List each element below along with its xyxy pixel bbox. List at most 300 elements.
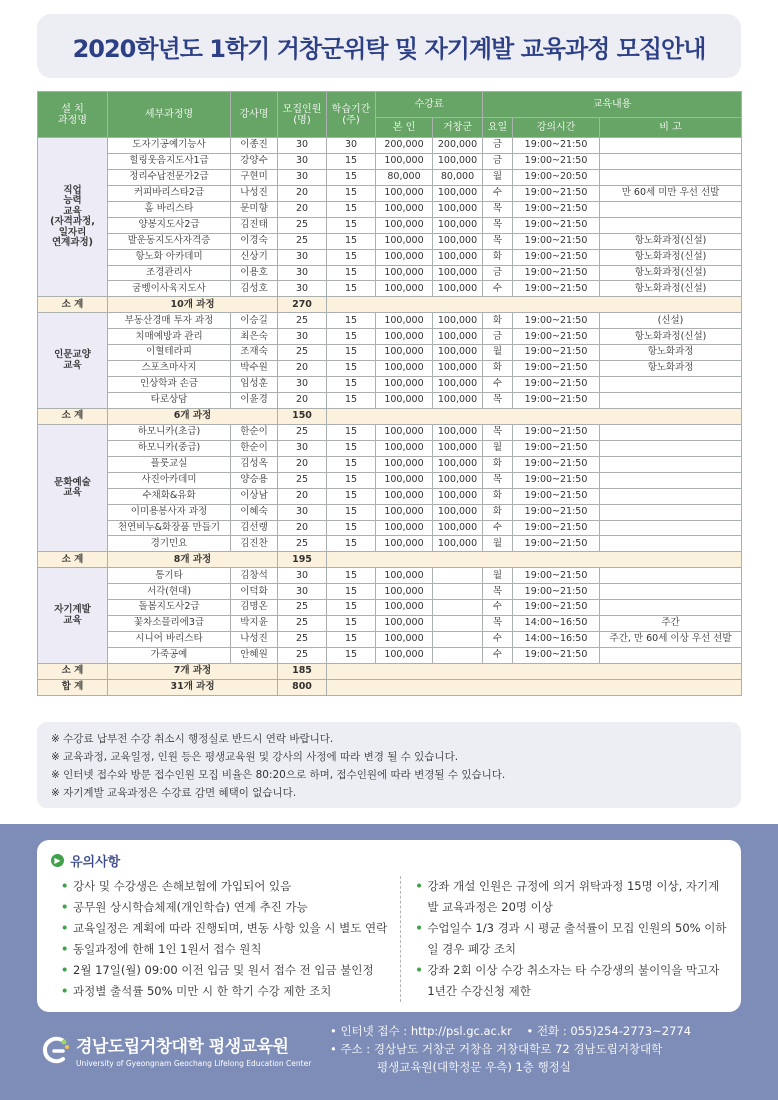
day-cell: 수 [483, 281, 513, 297]
fee-county-cell: 100,000 [433, 472, 483, 488]
instructor-cell: 이윤경 [231, 393, 278, 409]
time-cell: 19:00~21:50 [513, 377, 600, 393]
capacity-cell: 30 [278, 329, 327, 345]
note-cell: 주간 [600, 616, 742, 632]
table-row [38, 249, 742, 265]
fee-self-cell: 100,000 [376, 648, 433, 664]
course-name-cell: 하모니카(중급) [108, 440, 231, 456]
note-cell: 항노화과정 [600, 361, 742, 377]
time-cell: 19:00~21:50 [513, 313, 600, 329]
day-cell: 수 [483, 520, 513, 536]
day-cell: 화 [483, 361, 513, 377]
fee-county-cell [433, 584, 483, 600]
note-item: ※ 교육과정, 교육일정, 인원 등은 평생교육원 및 강사의 사정에 따라 변경 될 수 있습니다. [51, 751, 459, 763]
weeks-cell: 15 [327, 536, 376, 552]
course-name-cell: 하모니카(초급) [108, 424, 231, 440]
capacity-cell: 30 [278, 169, 327, 185]
fee-county-cell: 100,000 [433, 185, 483, 201]
note-cell: 항노화과정(신설) [600, 329, 742, 345]
fee-county-cell: 100,000 [433, 488, 483, 504]
caution-box [37, 840, 741, 1012]
instructor-cell: 김선랭 [231, 520, 278, 536]
header-capacity: 모집인원 (명) [278, 92, 327, 138]
time-cell: 19:00~21:50 [513, 153, 600, 169]
capacity-cell: 25 [278, 233, 327, 249]
note-cell [600, 217, 742, 233]
title-banner [37, 14, 741, 78]
day-cell: 화 [483, 504, 513, 520]
capacity-cell: 20 [278, 520, 327, 536]
fee-self-cell: 100,000 [376, 393, 433, 409]
table-row [38, 536, 742, 552]
time-cell: 19:00~21:50 [513, 249, 600, 265]
fee-self-cell: 100,000 [376, 424, 433, 440]
capacity-cell: 25 [278, 600, 327, 616]
table-row [38, 185, 742, 201]
summary-courses-cell: 8개 과정 [108, 552, 278, 568]
note-cell: 항노화과정(신설) [600, 281, 742, 297]
weeks-cell: 15 [327, 281, 376, 297]
capacity-cell: 25 [278, 313, 327, 329]
time-cell: 19:00~21:50 [513, 265, 600, 281]
time-cell: 19:00~21:50 [513, 185, 600, 201]
instructor-cell: 이경숙 [231, 233, 278, 249]
summary-capacity-cell: 195 [278, 552, 327, 568]
fee-county-cell: 200,000 [433, 138, 483, 154]
course-name-cell: 꽃차소믈리에3급 [108, 616, 231, 632]
header-day: 요일 [483, 118, 513, 138]
instructor-cell: 박수원 [231, 361, 278, 377]
fee-county-cell: 100,000 [433, 520, 483, 536]
fee-county-cell [433, 632, 483, 648]
fee-county-cell: 100,000 [433, 153, 483, 169]
caution-item: • 수업일수 1/3 경과 시 평균 출석률이 모집 인원의 50% 이하일 경우 폐강 조치 [415, 918, 727, 960]
instructor-cell: 강양수 [231, 153, 278, 169]
caution-item: • 2월 17일(월) 09:00 이전 입금 및 원서 접수 전 입금 불인정 [61, 960, 400, 981]
instructor-cell: 김창석 [231, 568, 278, 584]
summary-courses-cell: 7개 과정 [108, 663, 278, 679]
weeks-cell: 15 [327, 233, 376, 249]
weeks-cell: 15 [327, 377, 376, 393]
table-row [38, 138, 742, 154]
course-name-cell: 플룻교실 [108, 456, 231, 472]
time-cell: 19:00~21:50 [513, 138, 600, 154]
contact-web-phone: • 인터넷 접수 : http://psl.gc.ac.kr • 전화 : 055)254-2773~2774 [330, 1024, 692, 1038]
header-note: 비 고 [600, 118, 742, 138]
fee-self-cell: 100,000 [376, 504, 433, 520]
total-row [38, 679, 742, 695]
day-cell: 목 [483, 472, 513, 488]
time-cell: 19:00~21:50 [513, 456, 600, 472]
fee-self-cell: 100,000 [376, 361, 433, 377]
note-cell [600, 520, 742, 536]
table-row [38, 520, 742, 536]
course-name-cell: 굼벵이사육지도사 [108, 281, 231, 297]
capacity-cell: 25 [278, 616, 327, 632]
time-cell: 19:00~21:50 [513, 393, 600, 409]
caution-item: • 공무원 상시학습체제(개인학습) 연계 추진 가능 [61, 897, 400, 918]
table-row [38, 313, 742, 329]
contact-address: • 주소 : 경상남도 거창군 거창읍 거창대학로 72 경남도립거창대학 [330, 1042, 663, 1056]
day-cell: 목 [483, 217, 513, 233]
capacity-cell: 25 [278, 217, 327, 233]
course-name-cell: 이혈테라피 [108, 345, 231, 361]
course-name-cell: 정리수납전문가2급 [108, 169, 231, 185]
table-row [38, 632, 742, 648]
category-cell: 직업 능력 교육 (자격과정, 일자리 연계과정) [38, 138, 108, 297]
weeks-cell: 15 [327, 440, 376, 456]
fee-self-cell: 100,000 [376, 632, 433, 648]
course-table [37, 91, 742, 696]
weeks-cell: 15 [327, 648, 376, 664]
header-fee: 수강료 [376, 92, 483, 118]
fee-self-cell: 100,000 [376, 281, 433, 297]
fee-county-cell: 100,000 [433, 345, 483, 361]
page-title: 2020학년도 1학기 거창군위탁 및 자기계발 교육과정 모집안내 [72, 34, 706, 63]
table-row [38, 377, 742, 393]
fee-county-cell: 100,000 [433, 377, 483, 393]
weeks-cell: 15 [327, 313, 376, 329]
table-row [38, 568, 742, 584]
capacity-cell: 30 [278, 153, 327, 169]
fee-self-cell: 100,000 [376, 377, 433, 393]
note-cell [600, 393, 742, 409]
summary-label-cell: 소 계 [38, 408, 108, 424]
instructor-cell: 문미향 [231, 201, 278, 217]
day-cell: 화 [483, 456, 513, 472]
note-item: ※ 수강료 납부전 수강 취소시 행정실로 반드시 연락 바랍니다. [51, 733, 334, 745]
summary-empty-cell [327, 552, 742, 568]
fee-self-cell: 100,000 [376, 185, 433, 201]
course-name-cell: 이미용봉사자 과정 [108, 504, 231, 520]
time-cell: 19:00~21:50 [513, 536, 600, 552]
summary-empty-cell [327, 679, 742, 695]
course-name-cell: 힐링웃음지도사1급 [108, 153, 231, 169]
course-name-cell: 시니어 바리스타 [108, 632, 231, 648]
note-cell [600, 600, 742, 616]
instructor-cell: 이용호 [231, 265, 278, 281]
capacity-cell: 20 [278, 361, 327, 377]
course-name-cell: 돌봄지도사2급 [108, 600, 231, 616]
course-name-cell: 조경관리사 [108, 265, 231, 281]
college-logo-icon [40, 1034, 70, 1066]
header-time: 강의시간 [513, 118, 600, 138]
capacity-cell: 25 [278, 472, 327, 488]
table-row [38, 361, 742, 377]
notes-list [51, 730, 727, 802]
summary-label-cell: 합 계 [38, 679, 108, 695]
instructor-cell: 이종진 [231, 138, 278, 154]
arrow-right-circle-icon: ▶ [51, 854, 64, 867]
weeks-cell: 15 [327, 616, 376, 632]
table-row [38, 504, 742, 520]
day-cell: 목 [483, 616, 513, 632]
note-cell: 항노화과정(신설) [600, 233, 742, 249]
weeks-cell: 15 [327, 632, 376, 648]
weeks-cell: 15 [327, 504, 376, 520]
caution-item: • 교육일정은 계획에 따라 진행되며, 변동 사항 있을 시 별도 연락 [61, 918, 400, 939]
table-row [38, 648, 742, 664]
fee-self-cell: 100,000 [376, 536, 433, 552]
instructor-cell: 박지윤 [231, 616, 278, 632]
course-name-cell: 양봉지도사2급 [108, 217, 231, 233]
fee-county-cell: 100,000 [433, 249, 483, 265]
day-cell: 수 [483, 648, 513, 664]
table-row [38, 169, 742, 185]
note-cell [600, 377, 742, 393]
fee-self-cell: 200,000 [376, 138, 433, 154]
note-cell: 만 60세 미만 우선 선발 [600, 185, 742, 201]
note-cell [600, 456, 742, 472]
weeks-cell: 15 [327, 568, 376, 584]
day-cell: 월 [483, 169, 513, 185]
weeks-cell: 15 [327, 153, 376, 169]
time-cell: 14:00~16:50 [513, 616, 600, 632]
org-name: 경남도립거창대학 평생교육원 [76, 1037, 289, 1057]
day-cell: 목 [483, 584, 513, 600]
fee-county-cell: 100,000 [433, 233, 483, 249]
course-table-body [38, 138, 742, 696]
table-row [38, 329, 742, 345]
weeks-cell: 30 [327, 138, 376, 154]
table-row [38, 456, 742, 472]
weeks-cell: 15 [327, 393, 376, 409]
summary-capacity-cell: 185 [278, 663, 327, 679]
time-cell: 19:00~21:50 [513, 424, 600, 440]
time-cell: 19:00~21:50 [513, 472, 600, 488]
course-name-cell: 사진아카데미 [108, 472, 231, 488]
fee-self-cell: 100,000 [376, 584, 433, 600]
note-cell [600, 440, 742, 456]
day-cell: 수 [483, 185, 513, 201]
instructor-cell: 김진태 [231, 217, 278, 233]
instructor-cell: 김성옥 [231, 456, 278, 472]
day-cell: 수 [483, 600, 513, 616]
note-cell: (신설) [600, 313, 742, 329]
fee-county-cell: 100,000 [433, 313, 483, 329]
time-cell: 19:00~21:50 [513, 329, 600, 345]
summary-capacity-cell: 270 [278, 297, 327, 313]
instructor-cell: 김성호 [231, 281, 278, 297]
note-cell: 항노화과정(신설) [600, 249, 742, 265]
category-cell: 자기계발 교육 [38, 568, 108, 664]
summary-label-cell: 소 계 [38, 552, 108, 568]
fee-self-cell: 100,000 [376, 233, 433, 249]
time-cell: 19:00~21:50 [513, 217, 600, 233]
subtotal-row [38, 663, 742, 679]
course-name-cell: 인상학과 손금 [108, 377, 231, 393]
subtotal-row [38, 408, 742, 424]
capacity-cell: 30 [278, 138, 327, 154]
fee-self-cell: 100,000 [376, 520, 433, 536]
fee-self-cell: 100,000 [376, 329, 433, 345]
caution-item: • 강좌 2회 이상 수강 취소자는 타 수강생의 불이익을 막고자 1년간 수강신청 제한 [415, 960, 727, 1002]
capacity-cell: 30 [278, 568, 327, 584]
capacity-cell: 20 [278, 393, 327, 409]
footer-section [0, 824, 778, 1100]
summary-courses-cell: 10개 과정 [108, 297, 278, 313]
day-cell: 월 [483, 345, 513, 361]
table-row [38, 345, 742, 361]
weeks-cell: 15 [327, 488, 376, 504]
fee-county-cell: 100,000 [433, 361, 483, 377]
instructor-cell: 이혜숙 [231, 504, 278, 520]
fee-county-cell: 100,000 [433, 201, 483, 217]
note-cell [600, 472, 742, 488]
fee-county-cell [433, 568, 483, 584]
day-cell: 화 [483, 249, 513, 265]
day-cell: 금 [483, 138, 513, 154]
table-row [38, 424, 742, 440]
fee-self-cell: 100,000 [376, 440, 433, 456]
subtotal-row [38, 297, 742, 313]
weeks-cell: 15 [327, 345, 376, 361]
fee-self-cell: 100,000 [376, 345, 433, 361]
capacity-cell: 30 [278, 504, 327, 520]
instructor-cell: 임성훈 [231, 377, 278, 393]
day-cell: 월 [483, 536, 513, 552]
fee-self-cell: 100,000 [376, 568, 433, 584]
fee-self-cell: 100,000 [376, 201, 433, 217]
summary-empty-cell [327, 297, 742, 313]
category-cell: 문화예술 교육 [38, 424, 108, 552]
course-name-cell: 커피바리스타2급 [108, 185, 231, 201]
caution-right-list [401, 876, 727, 1002]
day-cell: 수 [483, 632, 513, 648]
capacity-cell: 30 [278, 584, 327, 600]
day-cell: 금 [483, 265, 513, 281]
capacity-cell: 30 [278, 440, 327, 456]
header-fee-self: 본 인 [376, 118, 433, 138]
fee-county-cell: 100,000 [433, 393, 483, 409]
table-row [38, 488, 742, 504]
note-cell [600, 584, 742, 600]
instructor-cell: 최은숙 [231, 329, 278, 345]
caution-item: • 강사 및 수강생은 손해보험에 가입되어 있음 [61, 876, 400, 897]
instructor-cell: 조재숙 [231, 345, 278, 361]
weeks-cell: 15 [327, 361, 376, 377]
fee-self-cell: 100,000 [376, 313, 433, 329]
caution-left-list [51, 876, 401, 1002]
caution-columns [51, 876, 727, 1002]
fee-self-cell: 100,000 [376, 616, 433, 632]
fee-county-cell [433, 600, 483, 616]
table-row [38, 201, 742, 217]
table-row [38, 217, 742, 233]
summary-courses-cell: 6개 과정 [108, 408, 278, 424]
course-name-cell: 발운동지도사자격증 [108, 233, 231, 249]
weeks-cell: 15 [327, 185, 376, 201]
time-cell: 19:00~21:50 [513, 361, 600, 377]
instructor-cell: 구현미 [231, 169, 278, 185]
org-name-english: University of Gyeongnam Geochang Lifelong Education Center [76, 1059, 312, 1068]
weeks-cell: 15 [327, 329, 376, 345]
day-cell: 월 [483, 440, 513, 456]
capacity-cell: 25 [278, 536, 327, 552]
note-cell: 주간, 만 60세 이상 우선 선발 [600, 632, 742, 648]
course-name-cell: 가죽공예 [108, 648, 231, 664]
course-name-cell: 도자기공예기능사 [108, 138, 231, 154]
day-cell: 수 [483, 377, 513, 393]
day-cell: 금 [483, 153, 513, 169]
day-cell: 목 [483, 424, 513, 440]
time-cell: 19:00~21:50 [513, 440, 600, 456]
course-name-cell: 항노화 아카데미 [108, 249, 231, 265]
fee-self-cell: 100,000 [376, 488, 433, 504]
time-cell: 19:00~21:50 [513, 345, 600, 361]
subtotal-row [38, 552, 742, 568]
time-cell: 19:00~21:50 [513, 584, 600, 600]
fee-self-cell: 100,000 [376, 265, 433, 281]
fee-county-cell: 100,000 [433, 265, 483, 281]
category-cell: 인문교양 교육 [38, 313, 108, 409]
caution-title: 유의사항 [70, 854, 121, 870]
instructor-cell: 나성진 [231, 185, 278, 201]
fee-county-cell: 100,000 [433, 217, 483, 233]
capacity-cell: 30 [278, 265, 327, 281]
header-weeks: 학습기간 (주) [327, 92, 376, 138]
instructor-cell: 양승용 [231, 472, 278, 488]
note-cell [600, 488, 742, 504]
caution-item: • 강좌 개설 인원은 규정에 의거 위탁과정 15명 이상, 자기계발 교육과정은 20명 이상 [415, 876, 727, 918]
day-cell: 목 [483, 233, 513, 249]
time-cell: 19:00~21:50 [513, 281, 600, 297]
summary-label-cell: 소 계 [38, 297, 108, 313]
capacity-cell: 20 [278, 201, 327, 217]
header-fee-county: 거창군 [433, 118, 483, 138]
table-row [38, 153, 742, 169]
note-cell [600, 648, 742, 664]
course-name-cell: 치매예방과 관리 [108, 329, 231, 345]
weeks-cell: 15 [327, 265, 376, 281]
table-row [38, 281, 742, 297]
fee-county-cell: 100,000 [433, 536, 483, 552]
capacity-cell: 30 [278, 249, 327, 265]
weeks-cell: 15 [327, 249, 376, 265]
table-row [38, 584, 742, 600]
fee-county-cell: 100,000 [433, 440, 483, 456]
weeks-cell: 15 [327, 472, 376, 488]
course-name-cell: 서각(현대) [108, 584, 231, 600]
day-cell: 화 [483, 488, 513, 504]
summary-courses-cell: 31개 과정 [108, 679, 278, 695]
fee-self-cell: 100,000 [376, 456, 433, 472]
course-name-cell: 홈 바리스타 [108, 201, 231, 217]
table-row [38, 472, 742, 488]
time-cell: 19:00~21:50 [513, 488, 600, 504]
capacity-cell: 20 [278, 185, 327, 201]
instructor-cell: 한순이 [231, 424, 278, 440]
capacity-cell: 25 [278, 648, 327, 664]
note-item: ※ 인터넷 접수와 방문 접수인원 모집 비율은 80:20으로 하며, 접수인원에 따라 변경될 수 있습니다. [51, 769, 506, 781]
instructor-cell: 이승길 [231, 313, 278, 329]
course-name-cell: 수채화&유화 [108, 488, 231, 504]
weeks-cell: 15 [327, 217, 376, 233]
course-name-cell: 경기민요 [108, 536, 231, 552]
table-row [38, 440, 742, 456]
fee-county-cell: 100,000 [433, 424, 483, 440]
time-cell: 19:00~21:50 [513, 648, 600, 664]
table-row [38, 616, 742, 632]
note-cell [600, 201, 742, 217]
weeks-cell: 15 [327, 201, 376, 217]
weeks-cell: 15 [327, 600, 376, 616]
summary-capacity-cell: 150 [278, 408, 327, 424]
contact-info [330, 1022, 691, 1076]
notes-box [37, 722, 741, 808]
day-cell: 목 [483, 393, 513, 409]
capacity-cell: 25 [278, 632, 327, 648]
